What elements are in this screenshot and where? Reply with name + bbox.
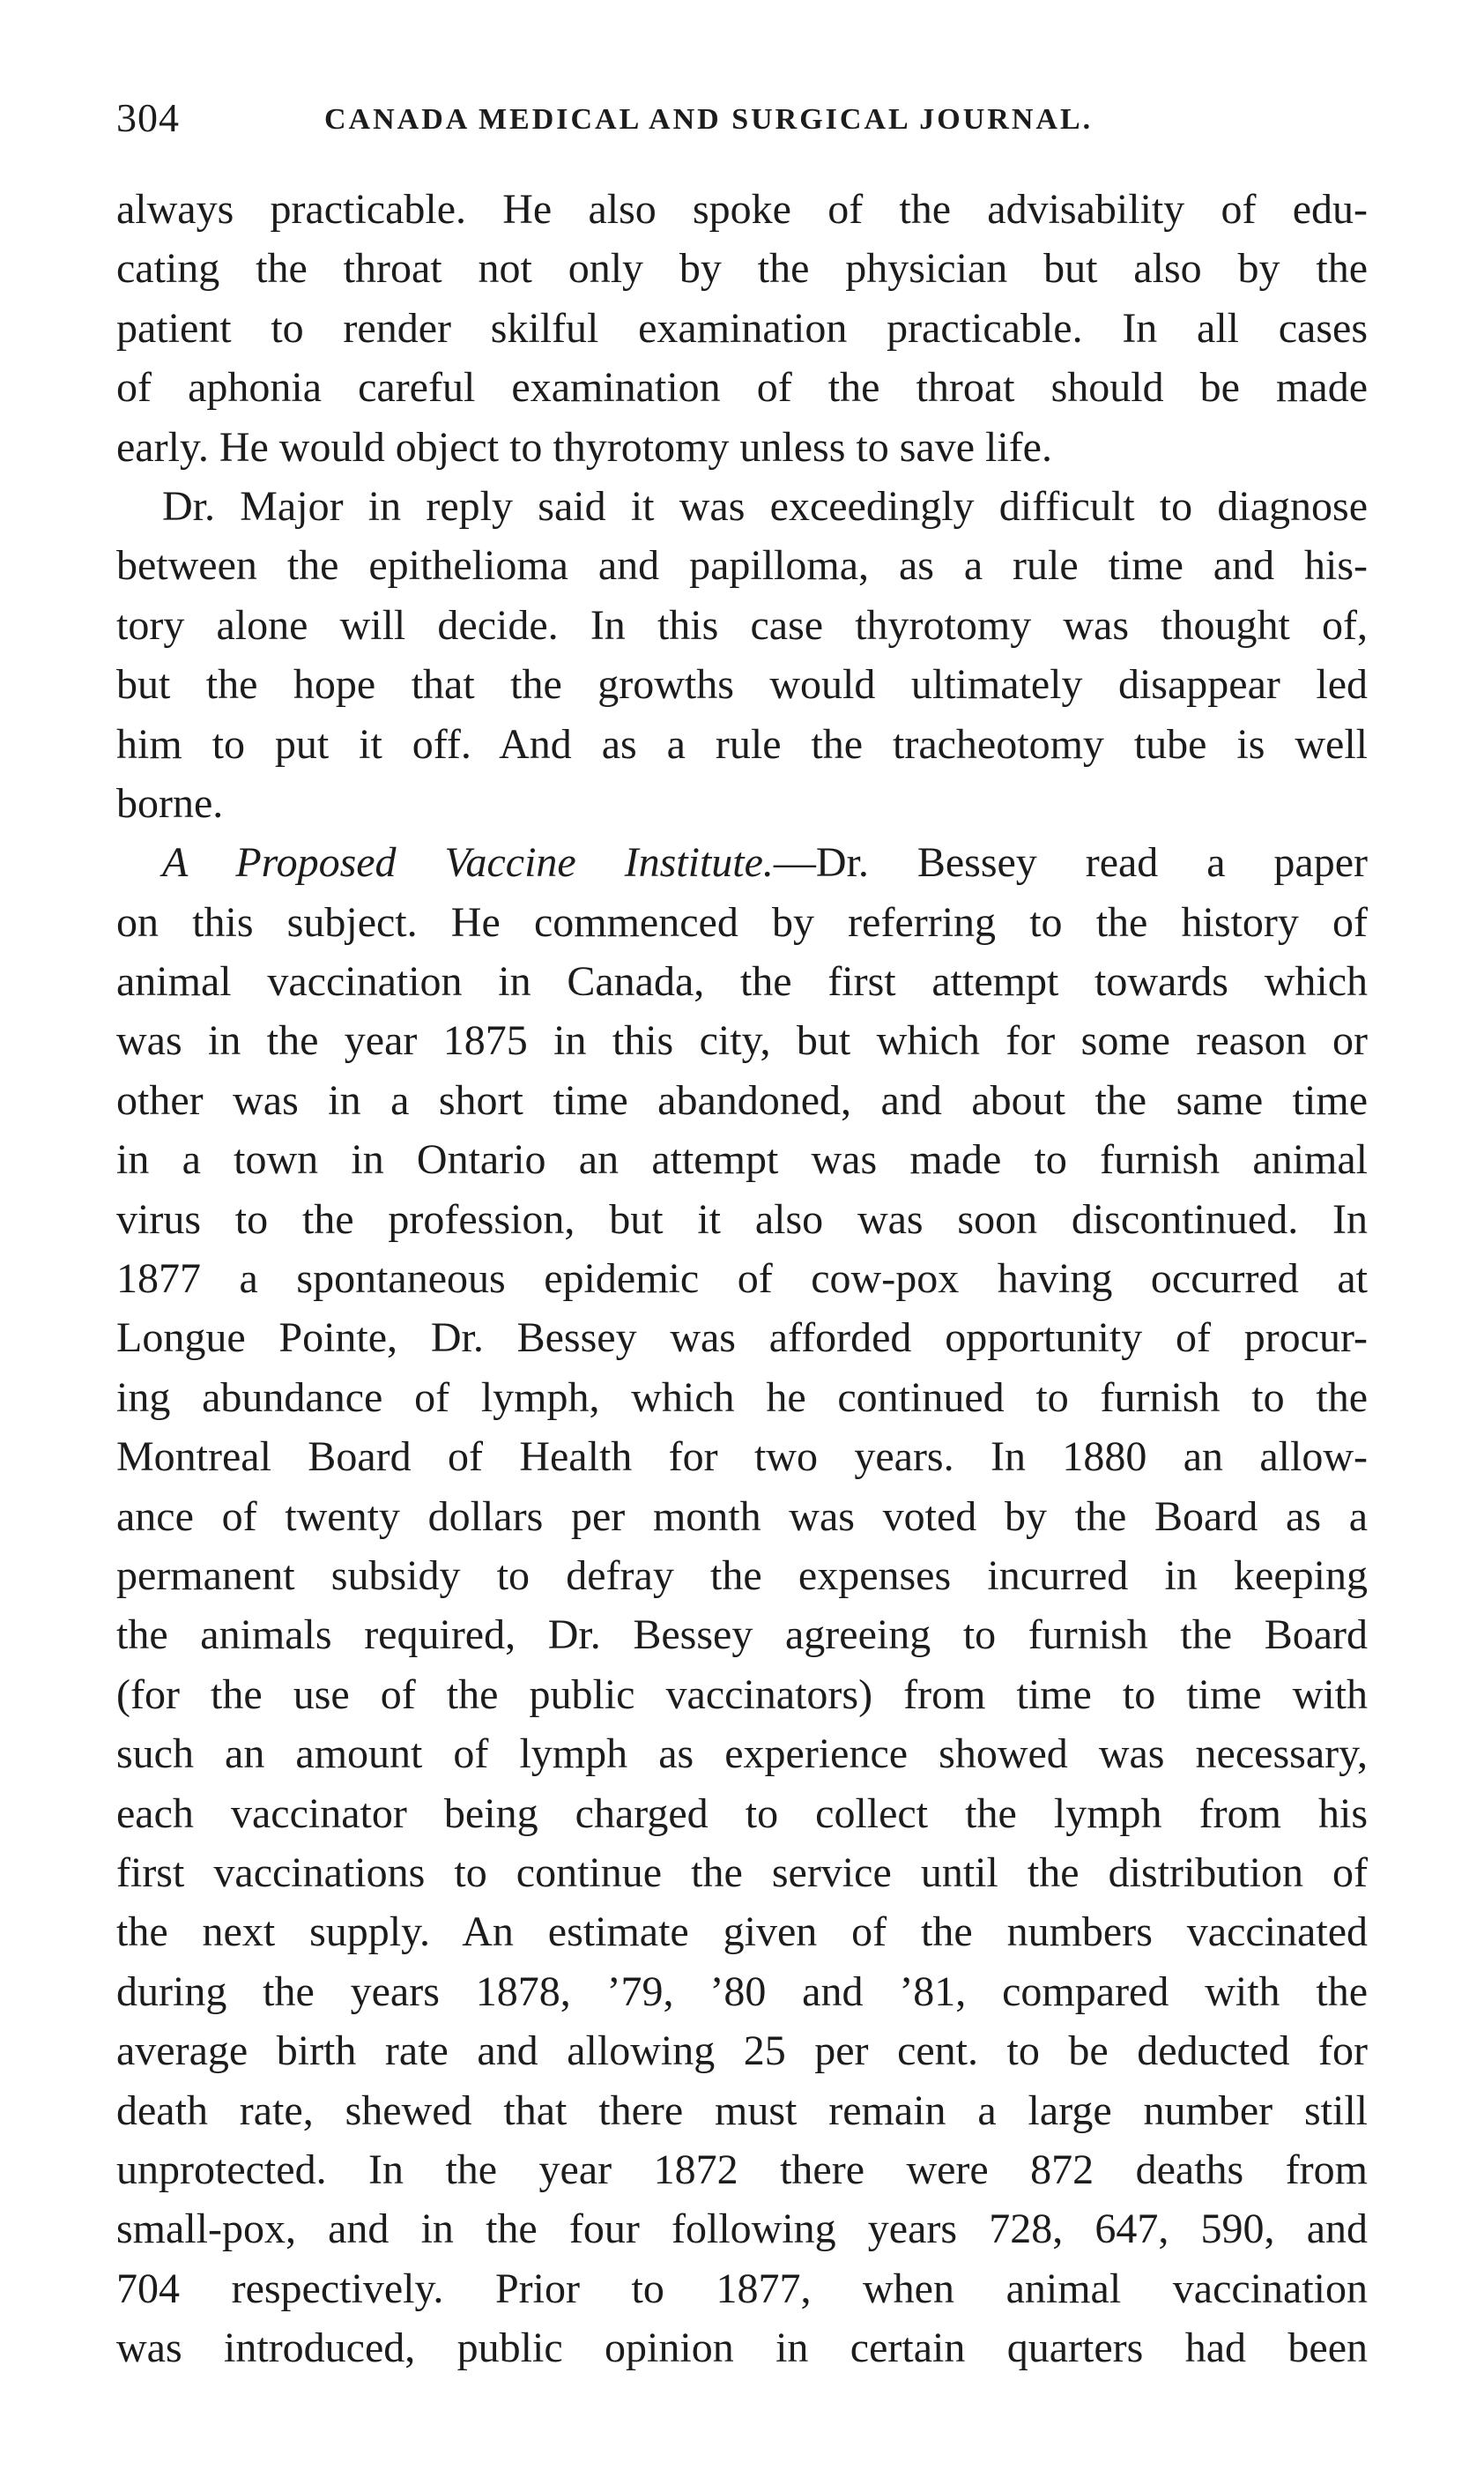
- text-line: 1877 a spontaneous epidemic of cow-pox having occurred at: [116, 1255, 1368, 1303]
- text-line: him to put it off. And as a rule the tracheotomy tube is well: [116, 720, 1368, 768]
- section-heading: A Proposed Vaccine Institute.: [162, 839, 774, 887]
- body-text: [116, 180, 1368, 2377]
- text-line: average birth rate and allowing 25 per cent. to be deducted for: [116, 2027, 1368, 2075]
- text-line: Longue Pointe, Dr. Bessey was afforded opportunity of procur-: [116, 1314, 1368, 1362]
- text-line: was introduced, public opinion in certain quarters had been: [116, 2325, 1368, 2372]
- text-line: animal vaccination in Canada, the first attempt towards which: [116, 958, 1368, 1006]
- text-line: the animals required, Dr. Bessey agreeing to furnish the Board: [116, 1611, 1368, 1659]
- text-line: borne.: [116, 779, 224, 827]
- text-line: patient to render skilful examination practicable. In all cases: [116, 304, 1368, 352]
- text-line: virus to the profession, but it also was soon discontinued. In: [116, 1195, 1368, 1243]
- section-heading-line: [116, 833, 1368, 892]
- text-line: ing abundance of lymph, which he continued to furnish to the: [116, 1373, 1368, 1421]
- text-line: unprotected. In the year 1872 there were 872 deaths from: [116, 2146, 1368, 2193]
- text-line: the next supply. An estimate given of the numbers vaccinated: [116, 1908, 1368, 1956]
- section-heading-continuation: —Dr. Bessey read a paper: [773, 839, 1368, 887]
- text-line: such an amount of lymph as experience showed was necessary,: [116, 1730, 1368, 1778]
- text-line: other was in a short time abandoned, and about the same time: [116, 1076, 1368, 1124]
- text-line: small-pox, and in the four following years 728, 647, 590, and: [116, 2205, 1368, 2253]
- running-head: [116, 92, 1368, 145]
- text-line: tory alone will decide. In this case thyrotomy was thought of,: [116, 601, 1368, 649]
- journal-title: CANADA MEDICAL AND SURGICAL JOURNAL.: [324, 103, 1094, 136]
- text-line: each vaccinator being charged to collect the lymph from his: [116, 1789, 1368, 1837]
- text-line: on this subject. He commenced by referring to the history of: [116, 898, 1368, 946]
- paragraph-start-line: Dr. Major in reply said it was exceedingly difficult to diagnose: [162, 482, 1368, 530]
- text-line: but the hope that the growths would ultimately disappear led: [116, 661, 1368, 709]
- text-line: 704 respectively. Prior to 1877, when animal vaccination: [116, 2265, 1368, 2312]
- text-line: Montreal Board of Health for two years. In 1880 an allow-: [116, 1433, 1368, 1481]
- text-line: between the epithelioma and papilloma, as a rule time and his-: [116, 542, 1368, 590]
- text-line: in a town in Ontario an attempt was made to furnish animal: [116, 1136, 1368, 1184]
- text-line: ance of twenty dollars per month was voted by the Board as a: [116, 1492, 1368, 1540]
- text-line: cating the throat not only by the physician but also by the: [116, 245, 1368, 293]
- page-number: 304: [116, 95, 180, 140]
- text-line: of aphonia careful examination of the throat should be made: [116, 364, 1368, 412]
- text-line: early. He would object to thyrotomy unless to save life.: [116, 423, 1052, 471]
- text-line: death rate, shewed that there must remain a large number still: [116, 2086, 1368, 2134]
- text-line: was in the year 1875 in this city, but which for some reason or: [116, 1017, 1368, 1065]
- text-line: during the years 1878, ’79, ’80 and ’81, compared with the: [116, 1967, 1368, 2015]
- text-line: always practicable. He also spoke of the advisability of edu-: [116, 186, 1368, 233]
- text-line: permanent subsidy to defray the expenses incurred in keeping: [116, 1551, 1368, 1599]
- text-line: (for the use of the public vaccinators) from time to time with: [116, 1670, 1368, 1718]
- text-line: first vaccinations to continue the service until the distribution of: [116, 1848, 1368, 1896]
